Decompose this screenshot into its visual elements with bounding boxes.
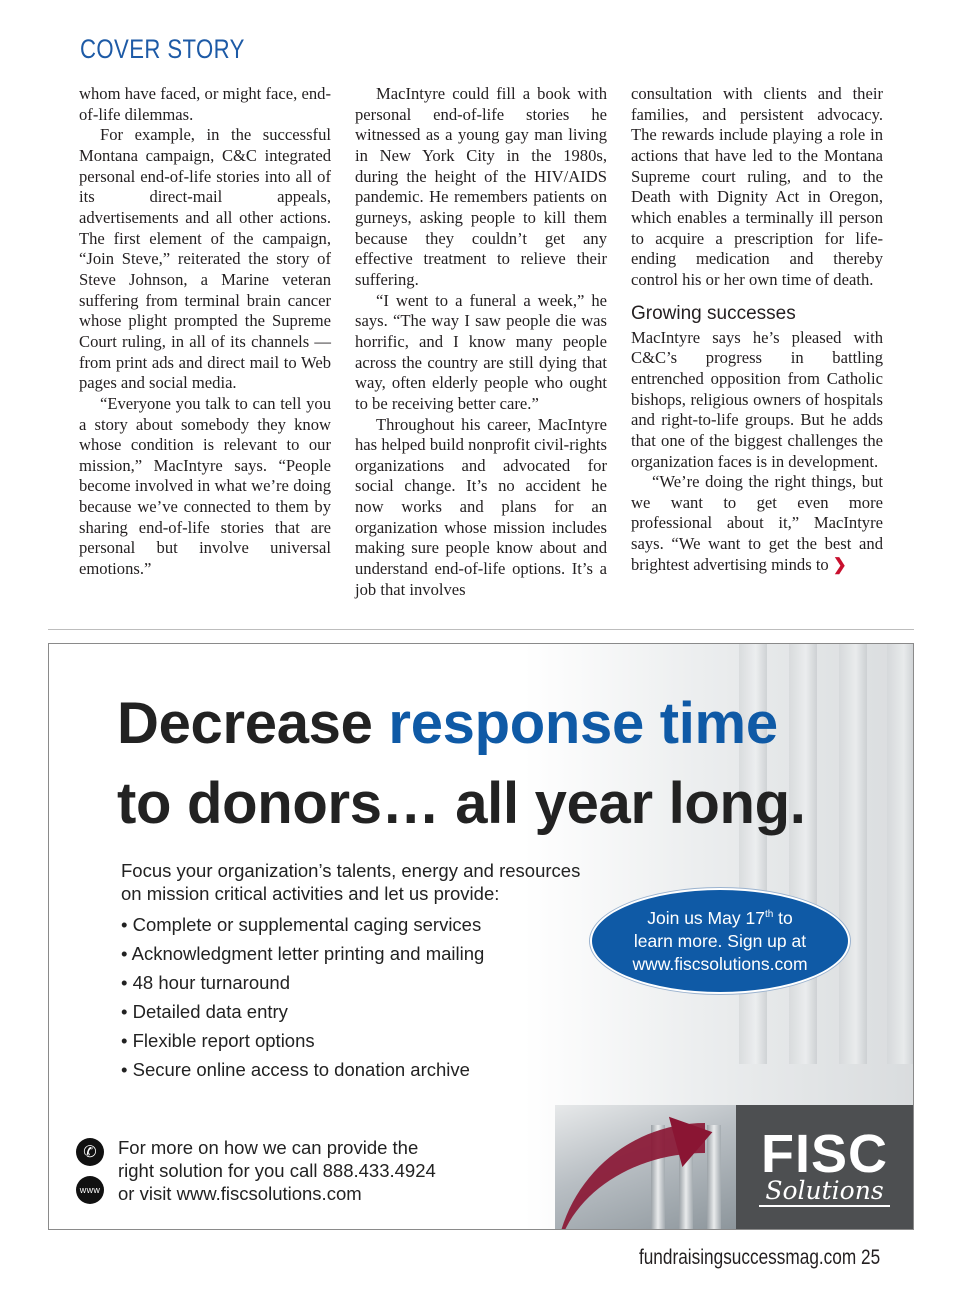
ad-headline-text: Decrease [117, 691, 389, 756]
ad-contact [118, 1136, 436, 1205]
web-icon: www [76, 1176, 104, 1204]
logo-fisc-text: FISC [760, 1124, 888, 1184]
section-label: COVER STORY [80, 34, 245, 64]
fisc-logo [736, 1105, 913, 1229]
building-photo [555, 1105, 736, 1229]
contact-line: For more on how we can provide the [118, 1137, 419, 1158]
contact-line: or visit www.fiscsolutions.com [118, 1183, 362, 1204]
article-paragraph-text: “We’re doing the right things, but we want to get even more professional about it,” MacIntyre says. “We want to get the best and brightest advertising minds to [631, 472, 883, 574]
list-item: • Acknowledgment letter printing and mailing [121, 939, 484, 968]
article-paragraph: consultation with clients and their families, and persistent advocacy. The rewards include playing a role in actions that have led to the Montana Supreme court ruling, and to the Death with Dignity Act in Oregon, which enables a terminally ill person to acquire a prescription for life-ending medication and thereby control his or her own time of death. [631, 84, 883, 289]
article-paragraph: For example, in the successful Montana campaign, C&C integrated personal end-of-life stories into all of its direct-mail appeals, advertisements and all other actions. The first element of the campaign, “Join Steve,” reiterated the story of Steve Johnson, a Marine veteran suffering from terminal brain cancer whose plight prompted the Supreme Court ruling, in all of its channels — from print ads and direct mail to Web pages and social media. [79, 125, 331, 393]
ad-intro [121, 859, 641, 905]
divider [48, 629, 914, 630]
article-column-2 [355, 84, 607, 600]
article-paragraph: MacIntyre could fill a book with personal end-of-life stories he witnessed as a young gay man living in New York City in the 1980s, during the height of the HIV/AIDS pandemic. He remembers patients on gurneys, asking people to kill them because they couldn’t get any effective treatment to relieve their suffering. [355, 84, 607, 289]
callout-text: Join us May 17 [647, 907, 765, 928]
ad-intro-line: on mission critical activities and let us provide: [121, 883, 500, 904]
logo-solutions-text: Solutions [759, 1179, 889, 1207]
ad-headline-line-2: to donors… all year long. [117, 771, 806, 836]
callout-line: www.fiscsolutions.com [632, 953, 808, 974]
callout-superscript: th [764, 908, 774, 920]
ad-headline-highlight: response time [388, 691, 778, 756]
advertisement [48, 643, 914, 1230]
continue-arrow-icon: ❯ [832, 554, 847, 574]
ad-headline-line-1 [117, 684, 806, 764]
article-column-3 [631, 84, 883, 575]
page-folio: fundraisingsuccessmag.com 25 [638, 1246, 880, 1269]
ad-headline [117, 684, 806, 844]
article-paragraph: MacIntyre says he’s pleased with C&C’s progress in battling entrenched opposition from Catholic bishops, religious owners of hospitals and right-to-life groups. But he adds that one of the biggest challenges the organization faces is in development. [631, 327, 883, 471]
list-item: • Detailed data entry [121, 997, 484, 1026]
list-item: • Flexible report options [121, 1026, 484, 1055]
callout-text: to [773, 907, 793, 928]
article-paragraph: Throughout his career, MacIntyre has helped build nonprofit civil-rights organizations and advocated for social change. It’s no accident he now works and plans for an organization whose mission includes making sure people know about and understand end-of-life options. It’s a job that involves [355, 414, 607, 599]
list-item: • Complete or supplemental caging services [121, 910, 484, 939]
building-column-decoration [839, 644, 867, 1064]
article-paragraph [631, 472, 883, 575]
callout-line: learn more. Sign up at [633, 930, 807, 951]
article-paragraph: whom have faced, or might face, end-of-life dilemmas. [79, 84, 331, 124]
article-paragraph: “Everyone you talk to can tell you a story about somebody they know whose condition is relevant to our mission,” MacIntyre says. “People become involved in what we’re doing because we’ve connected to them by sharing end-of-life stories that are personal but involve universal emotions.” [79, 393, 331, 579]
building-column-decoration [887, 644, 914, 1064]
list-item: • Secure online access to donation archive [121, 1055, 484, 1084]
list-item: • 48 hour turnaround [121, 968, 484, 997]
article-column-1 [79, 84, 331, 580]
callout-line [592, 907, 848, 930]
ad-service-list [121, 910, 484, 1084]
subhead: Growing successes [631, 302, 796, 324]
ad-intro-line: Focus your organization’s talents, energy and resources [121, 860, 581, 881]
event-callout-oval [590, 888, 850, 994]
phone-icon: ✆ [76, 1138, 104, 1166]
contact-line: right solution for you call 888.433.4924 [118, 1160, 436, 1181]
article-paragraph: “I went to a funeral a week,” he says. “The way I saw people die was horrific, and I know many people across the country are still dying that way, often elderly people who ought to be receiving better care.” [355, 290, 607, 413]
